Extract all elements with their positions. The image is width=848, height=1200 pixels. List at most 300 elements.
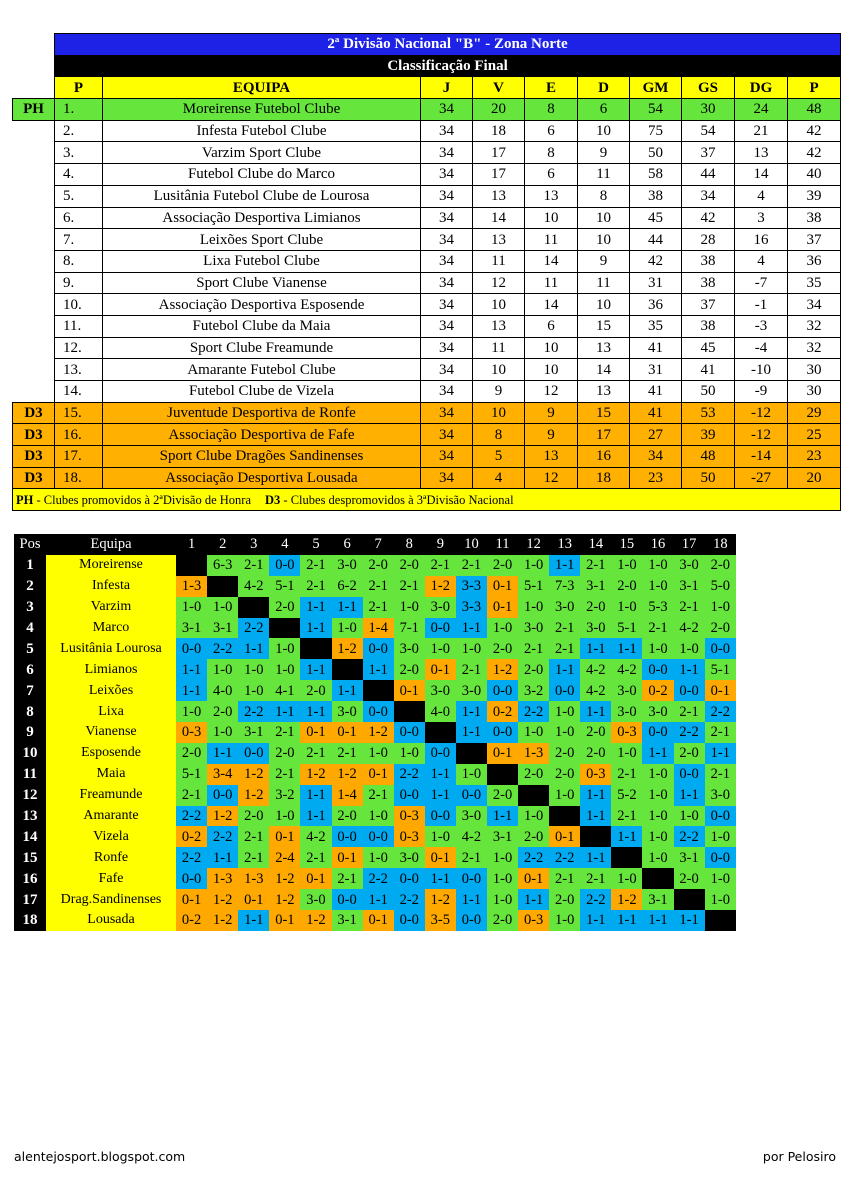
score-cell: 1-1	[363, 659, 394, 680]
cell-v: 17	[473, 142, 525, 164]
score-cell: 1-0	[611, 597, 642, 618]
cell-gm: 36	[630, 294, 682, 316]
cell-pos: 13.	[55, 359, 103, 381]
score-cell: 1-0	[611, 743, 642, 764]
score-cell: 4-2	[674, 618, 705, 639]
score-cell: 1-2	[300, 764, 331, 785]
score-cell: 0-0	[363, 826, 394, 847]
self-match-cell	[425, 722, 456, 743]
score-cell: 0-0	[394, 868, 425, 889]
score-cell: 1-0	[269, 659, 300, 680]
cell-team: Juventude Desportiva de Ronfe	[103, 402, 421, 424]
matrix-row-team: Fafe	[46, 868, 176, 889]
cell-pos: 5.	[55, 185, 103, 207]
score-cell: 1-0	[363, 806, 394, 827]
score-cell: 4-1	[269, 680, 300, 701]
cell-gs: 37	[682, 294, 735, 316]
score-cell: 1-0	[549, 785, 580, 806]
score-cell: 1-2	[207, 910, 238, 931]
score-cell: 4-2	[580, 659, 611, 680]
table-row	[13, 185, 841, 207]
cell-v: 9	[473, 381, 525, 403]
cell-j: 34	[421, 164, 473, 186]
header-played: J	[421, 77, 473, 99]
cell-team: Varzim Sport Clube	[103, 142, 421, 164]
matrix-row	[14, 826, 736, 847]
score-cell: 3-1	[674, 847, 705, 868]
cell-team: Sport Clube Dragões Sandinenses	[103, 446, 421, 468]
matrix-row	[14, 576, 736, 597]
self-match-cell	[642, 868, 673, 889]
score-cell: 1-0	[207, 722, 238, 743]
cell-p: 29	[788, 402, 841, 424]
cell-e: 10	[525, 359, 578, 381]
score-cell: 0-0	[363, 638, 394, 659]
table-row	[13, 359, 841, 381]
cell-gm: 42	[630, 250, 682, 272]
cell-gs: 39	[682, 424, 735, 446]
footer-site: alentejosport.blogspot.com	[14, 1149, 186, 1164]
cell-d: 14	[578, 359, 630, 381]
score-cell: 1-1	[580, 785, 611, 806]
score-cell: 1-0	[549, 701, 580, 722]
empty-cell	[13, 359, 55, 381]
score-cell: 2-1	[456, 659, 487, 680]
score-cell: 3-0	[611, 680, 642, 701]
score-cell: 3-0	[705, 785, 736, 806]
cell-gm: 38	[630, 185, 682, 207]
score-cell: 2-1	[238, 847, 269, 868]
score-cell: 0-1	[425, 847, 456, 868]
score-cell: 3-1	[674, 576, 705, 597]
score-cell: 5-1	[176, 764, 207, 785]
cell-team: Sport Clube Vianense	[103, 272, 421, 294]
cell-p: 34	[788, 294, 841, 316]
cell-gm: 50	[630, 142, 682, 164]
empty-cell	[13, 272, 55, 294]
score-cell: 5-0	[705, 576, 736, 597]
self-match-cell	[207, 576, 238, 597]
score-cell: 1-0	[425, 826, 456, 847]
score-cell: 1-0	[611, 555, 642, 576]
score-cell: 1-1	[705, 743, 736, 764]
score-cell: 1-1	[611, 910, 642, 931]
score-cell: 2-1	[269, 764, 300, 785]
matrix-row	[14, 680, 736, 701]
score-cell: 3-2	[518, 680, 549, 701]
legend-d3-key: D3	[265, 492, 281, 507]
matrix-row-team: Moreirense	[46, 555, 176, 576]
score-cell: 1-0	[518, 555, 549, 576]
matrix-row	[14, 743, 736, 764]
cell-dg: -9	[735, 381, 788, 403]
cell-gs: 34	[682, 185, 735, 207]
cell-j: 34	[421, 424, 473, 446]
score-cell: 2-1	[300, 743, 331, 764]
score-cell: 1-1	[611, 638, 642, 659]
score-cell: 0-2	[176, 826, 207, 847]
score-cell: 1-1	[300, 618, 331, 639]
matrix-row	[14, 764, 736, 785]
cell-team: Associação Desportiva Lousada	[103, 467, 421, 489]
footer-author: por Pelosiro	[762, 1149, 836, 1164]
score-cell: 1-0	[518, 806, 549, 827]
score-cell: 2-1	[518, 638, 549, 659]
score-cell: 2-1	[549, 868, 580, 889]
score-cell: 5-1	[518, 576, 549, 597]
cell-e: 6	[525, 120, 578, 142]
table-row	[13, 142, 841, 164]
score-cell: 1-0	[705, 868, 736, 889]
score-cell: 2-1	[611, 806, 642, 827]
cell-pos: 2.	[55, 120, 103, 142]
score-cell: 1-0	[674, 806, 705, 827]
empty-cell	[13, 250, 55, 272]
self-match-cell	[549, 806, 580, 827]
score-cell: 0-1	[487, 743, 518, 764]
cell-dg: 4	[735, 185, 788, 207]
cell-dg: 13	[735, 142, 788, 164]
score-cell: 3-2	[269, 785, 300, 806]
matrix-column-header: 14	[580, 534, 611, 555]
score-cell: 1-0	[238, 680, 269, 701]
score-cell: 1-4	[332, 785, 363, 806]
score-cell: 6-2	[332, 576, 363, 597]
score-cell: 1-1	[300, 701, 331, 722]
cell-v: 13	[473, 185, 525, 207]
cell-d: 8	[578, 185, 630, 207]
cell-pos: 17.	[55, 446, 103, 468]
matrix-column-header: 3	[238, 534, 269, 555]
score-cell: 1-0	[642, 764, 673, 785]
matrix-row-team: Maia	[46, 764, 176, 785]
score-cell: 0-0	[394, 910, 425, 931]
cell-p: 36	[788, 250, 841, 272]
score-cell: 1-0	[642, 638, 673, 659]
score-cell: 2-2	[238, 618, 269, 639]
cell-team: Leixões Sport Clube	[103, 229, 421, 251]
matrix-column-header: 10	[456, 534, 487, 555]
cell-e: 11	[525, 229, 578, 251]
score-cell: 1-2	[611, 889, 642, 910]
matrix-row-team: Marco	[46, 618, 176, 639]
score-cell: 3-0	[456, 680, 487, 701]
cell-j: 34	[421, 272, 473, 294]
table-row	[13, 99, 841, 121]
cell-gs: 37	[682, 142, 735, 164]
score-cell: 0-1	[332, 722, 363, 743]
cell-p: 32	[788, 337, 841, 359]
score-cell: 5-1	[269, 576, 300, 597]
matrix-row-pos: 17	[14, 889, 46, 910]
score-cell: 1-0	[487, 889, 518, 910]
matrix-row-pos: 5	[14, 638, 46, 659]
matrix-row	[14, 555, 736, 576]
score-cell: 1-0	[394, 597, 425, 618]
score-cell: 1-0	[425, 638, 456, 659]
matrix-column-header: 13	[549, 534, 580, 555]
cell-dg: 21	[735, 120, 788, 142]
score-cell: 2-2	[394, 889, 425, 910]
score-cell: 0-0	[425, 806, 456, 827]
score-cell: 0-1	[300, 868, 331, 889]
score-cell: 1-0	[363, 743, 394, 764]
table-row	[13, 229, 841, 251]
score-cell: 1-1	[238, 910, 269, 931]
score-cell: 2-2	[394, 764, 425, 785]
cell-j: 34	[421, 467, 473, 489]
cell-e: 13	[525, 185, 578, 207]
cell-pos: 1.	[55, 99, 103, 121]
score-cell: 1-1	[425, 868, 456, 889]
cell-j: 34	[421, 294, 473, 316]
cell-p: 30	[788, 381, 841, 403]
cell-pos: 12.	[55, 337, 103, 359]
matrix-row-team: Infesta	[46, 576, 176, 597]
cell-team: Sport Clube Freamunde	[103, 337, 421, 359]
score-cell: 2-1	[363, 576, 394, 597]
score-cell: 1-2	[487, 659, 518, 680]
score-cell: 1-1	[580, 638, 611, 659]
self-match-cell	[394, 701, 425, 722]
status-tag: D3	[13, 402, 55, 424]
score-cell: 1-1	[674, 910, 705, 931]
score-cell: 2-2	[207, 826, 238, 847]
cell-gm: 23	[630, 467, 682, 489]
cell-pos: 6.	[55, 207, 103, 229]
score-cell: 1-1	[269, 701, 300, 722]
score-cell: 2-1	[176, 785, 207, 806]
cell-dg: 14	[735, 164, 788, 186]
score-cell: 2-1	[580, 555, 611, 576]
legend-row	[13, 489, 841, 511]
cell-e: 13	[525, 446, 578, 468]
score-cell: 5-1	[611, 618, 642, 639]
cell-dg: -12	[735, 402, 788, 424]
matrix-row-team: Lusitânia Lourosa	[46, 638, 176, 659]
matrix-row-pos: 15	[14, 847, 46, 868]
header-points: P	[788, 77, 841, 99]
matrix-row-pos: 16	[14, 868, 46, 889]
score-cell: 3-0	[549, 597, 580, 618]
cell-dg: -1	[735, 294, 788, 316]
score-cell: 2-0	[580, 597, 611, 618]
matrix-column-header: 1	[176, 534, 207, 555]
cell-gs: 28	[682, 229, 735, 251]
matrix-row-team: Vianense	[46, 722, 176, 743]
score-cell: 2-0	[363, 555, 394, 576]
cell-gm: 58	[630, 164, 682, 186]
score-cell: 1-1	[549, 555, 580, 576]
score-cell: 1-1	[332, 597, 363, 618]
cell-dg: 24	[735, 99, 788, 121]
score-cell: 1-1	[674, 659, 705, 680]
matrix-column-header: 17	[674, 534, 705, 555]
score-cell: 1-2	[332, 764, 363, 785]
cell-e: 12	[525, 381, 578, 403]
matrix-row	[14, 701, 736, 722]
cell-v: 12	[473, 272, 525, 294]
score-cell: 0-0	[549, 680, 580, 701]
score-cell: 2-1	[456, 555, 487, 576]
self-match-cell	[176, 555, 207, 576]
cell-v: 11	[473, 250, 525, 272]
score-cell: 2-1	[269, 722, 300, 743]
score-cell: 1-0	[269, 638, 300, 659]
cell-dg: -3	[735, 315, 788, 337]
matrix-row	[14, 910, 736, 931]
score-cell: 1-3	[176, 576, 207, 597]
header-losses: D	[578, 77, 630, 99]
cell-j: 34	[421, 315, 473, 337]
cell-p: 37	[788, 229, 841, 251]
cell-gm: 35	[630, 315, 682, 337]
self-match-cell	[674, 889, 705, 910]
score-cell: 6-3	[207, 555, 238, 576]
standings-table	[12, 33, 841, 511]
cell-v: 10	[473, 402, 525, 424]
score-cell: 1-2	[207, 806, 238, 827]
status-tag: PH	[13, 99, 55, 121]
score-cell: 0-1	[487, 576, 518, 597]
score-cell: 0-0	[425, 743, 456, 764]
cell-gm: 44	[630, 229, 682, 251]
matrix-row	[14, 785, 736, 806]
score-cell: 2-0	[549, 764, 580, 785]
score-cell: 4-2	[580, 680, 611, 701]
matrix-row-team: Freamunde	[46, 785, 176, 806]
score-cell: 2-2	[207, 638, 238, 659]
score-cell: 1-0	[705, 826, 736, 847]
matrix-column-header: 18	[705, 534, 736, 555]
matrix-row-pos: 11	[14, 764, 46, 785]
cell-e: 9	[525, 424, 578, 446]
score-cell: 3-0	[580, 618, 611, 639]
score-cell: 2-2	[176, 806, 207, 827]
score-cell: 1-1	[456, 701, 487, 722]
matrix-row-pos: 18	[14, 910, 46, 931]
score-cell: 0-0	[705, 638, 736, 659]
cell-d: 6	[578, 99, 630, 121]
cell-dg: -4	[735, 337, 788, 359]
score-cell: 2-1	[300, 555, 331, 576]
score-cell: 1-0	[363, 847, 394, 868]
matrix-column-header: 15	[611, 534, 642, 555]
matrix-row-pos: 3	[14, 597, 46, 618]
matrix-row	[14, 868, 736, 889]
cell-gs: 44	[682, 164, 735, 186]
matrix-row-team: Varzim	[46, 597, 176, 618]
cell-p: 38	[788, 207, 841, 229]
score-cell: 0-2	[487, 701, 518, 722]
score-cell: 1-0	[207, 659, 238, 680]
cell-e: 11	[525, 272, 578, 294]
cell-gm: 34	[630, 446, 682, 468]
cell-d: 15	[578, 402, 630, 424]
cell-gm: 54	[630, 99, 682, 121]
matrix-row	[14, 618, 736, 639]
cell-d: 16	[578, 446, 630, 468]
cell-e: 9	[525, 402, 578, 424]
cell-v: 5	[473, 446, 525, 468]
legend-ph-text: - Clubes promovidos à 2ªDivisão de Honra	[33, 492, 252, 507]
empty-cell	[13, 294, 55, 316]
cell-v: 13	[473, 315, 525, 337]
matrix-row-team: Ronfe	[46, 847, 176, 868]
cell-v: 11	[473, 337, 525, 359]
score-cell: 1-1	[518, 889, 549, 910]
score-cell: 0-0	[363, 701, 394, 722]
score-cell: 2-1	[238, 826, 269, 847]
score-cell: 1-2	[238, 785, 269, 806]
score-cell: 1-0	[332, 618, 363, 639]
cell-gm: 31	[630, 359, 682, 381]
header-goals-for: GM	[630, 77, 682, 99]
score-cell: 3-0	[674, 555, 705, 576]
score-cell: 2-2	[176, 847, 207, 868]
score-cell: 2-2	[674, 826, 705, 847]
header-team: EQUIPA	[103, 77, 421, 99]
score-cell: 0-0	[674, 680, 705, 701]
score-cell: 2-0	[394, 555, 425, 576]
cell-d: 10	[578, 207, 630, 229]
cell-d: 10	[578, 120, 630, 142]
table-row	[13, 272, 841, 294]
score-cell: 0-1	[487, 597, 518, 618]
cell-e: 10	[525, 207, 578, 229]
legend-ph-key: PH	[16, 492, 34, 507]
score-cell: 1-1	[580, 910, 611, 931]
score-cell: 2-0	[269, 597, 300, 618]
cell-e: 8	[525, 99, 578, 121]
status-tag: D3	[13, 446, 55, 468]
cell-v: 18	[473, 120, 525, 142]
cell-d: 9	[578, 142, 630, 164]
cell-gm: 41	[630, 402, 682, 424]
empty-cell	[13, 185, 55, 207]
cell-j: 34	[421, 185, 473, 207]
cell-team: Lixa Futebol Clube	[103, 250, 421, 272]
score-cell: 1-0	[269, 806, 300, 827]
cell-j: 34	[421, 402, 473, 424]
cell-v: 10	[473, 294, 525, 316]
score-cell: 0-1	[425, 659, 456, 680]
score-cell: 1-0	[176, 597, 207, 618]
cell-d: 9	[578, 250, 630, 272]
score-cell: 2-0	[394, 659, 425, 680]
score-cell: 0-0	[176, 638, 207, 659]
score-cell: 1-0	[456, 764, 487, 785]
score-cell: 3-0	[394, 847, 425, 868]
table-subtitle: Classificação Final	[55, 55, 841, 77]
matrix-row-team: Drag.Sandinenses	[46, 889, 176, 910]
matrix-column-header: 12	[518, 534, 549, 555]
score-cell: 2-0	[674, 868, 705, 889]
cell-team: Amarante Futebol Clube	[103, 359, 421, 381]
score-cell: 2-1	[705, 722, 736, 743]
table-row	[13, 424, 841, 446]
score-cell: 2-1	[549, 638, 580, 659]
score-cell: 1-1	[642, 743, 673, 764]
score-cell: 2-0	[518, 659, 549, 680]
table-row	[13, 337, 841, 359]
table-row	[13, 467, 841, 489]
cell-gm: 31	[630, 272, 682, 294]
score-cell: 0-1	[705, 680, 736, 701]
header-goal-diff: DG	[735, 77, 788, 99]
cell-p: 48	[788, 99, 841, 121]
empty-cell	[13, 229, 55, 251]
